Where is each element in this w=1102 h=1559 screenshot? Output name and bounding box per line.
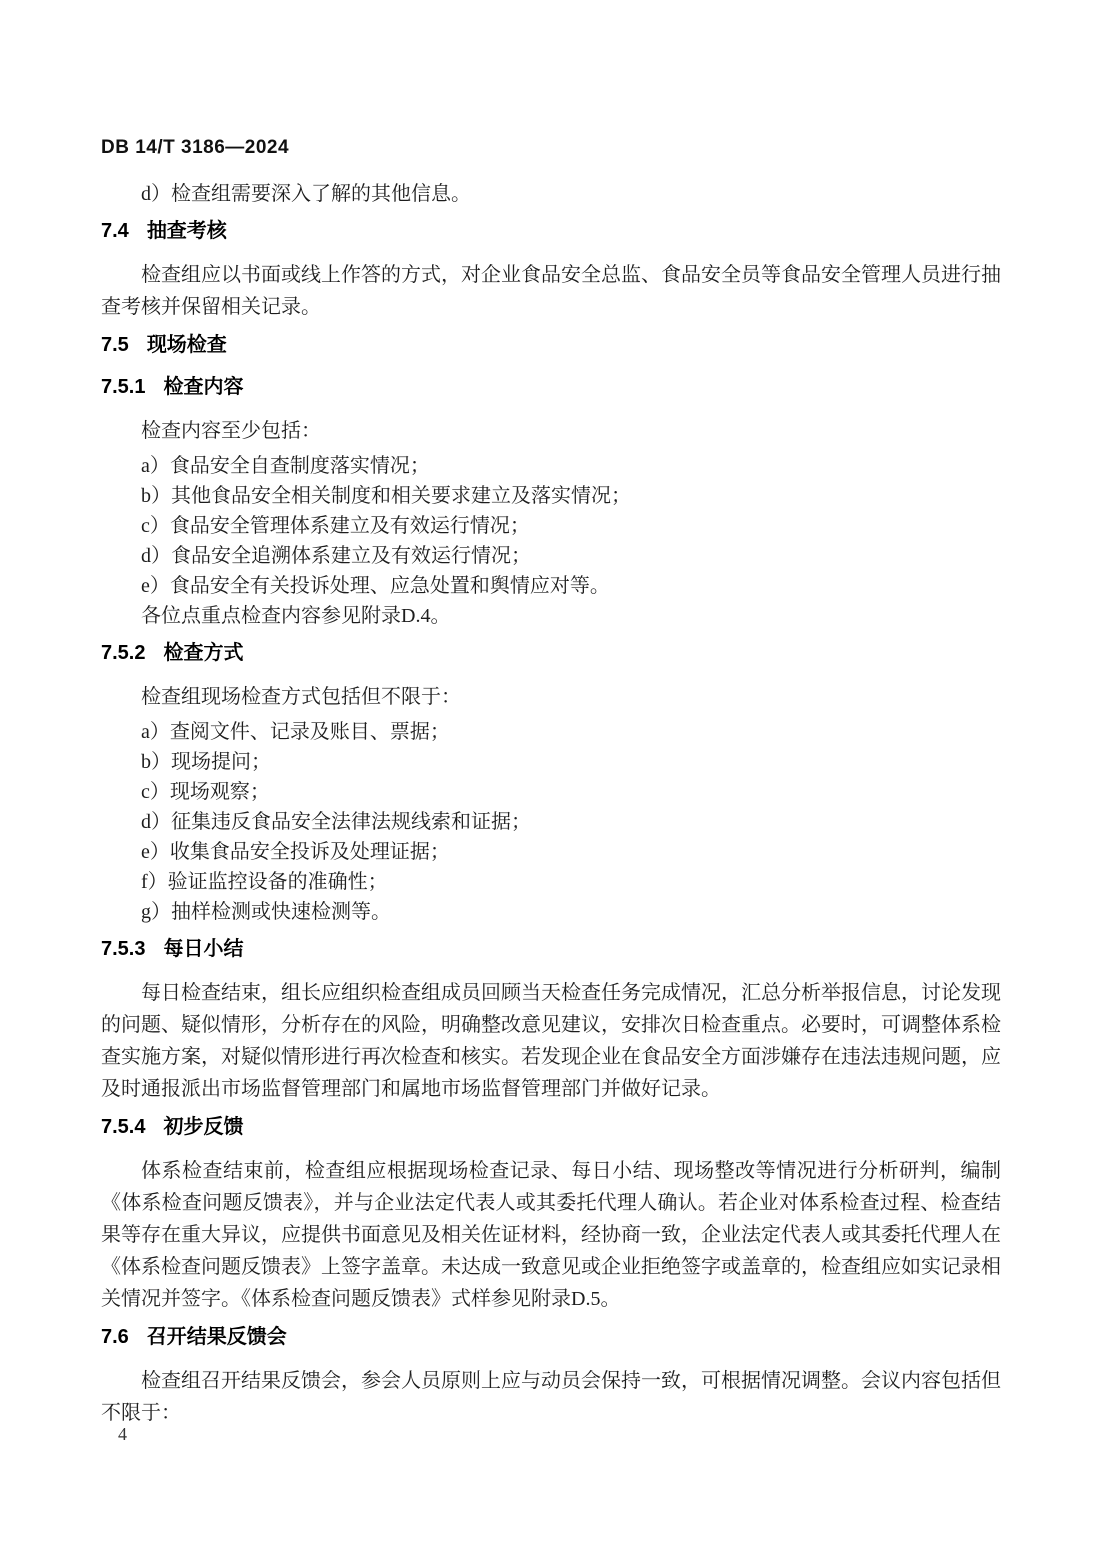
- check-method-list: [101, 717, 1001, 927]
- section-heading-7-5-2: [101, 639, 1001, 667]
- section-number: 7.4: [101, 220, 129, 242]
- section-number: 7.5: [101, 334, 129, 356]
- list-item: a）食品安全自查制度落实情况；: [141, 455, 430, 477]
- section-number: 7.5.1: [101, 376, 146, 398]
- body-paragraph: 检查组召开结果反馈会，参会人员原则上应与动员会保持一致，可根据情况调整。会议内容包括但不限于：: [101, 1370, 1001, 1424]
- section-heading-7-5-1: [101, 373, 1001, 401]
- list-item: d）食品安全追溯体系建立及有效运行情况；: [141, 545, 531, 567]
- list-item: b）其他食品安全相关制度和相关要求建立及落实情况；: [141, 485, 631, 507]
- section-number: 7.5.3: [101, 938, 146, 960]
- section-heading-7-4: [101, 217, 1001, 245]
- list-item: e）收集食品安全投诉及处理证据；: [141, 841, 450, 863]
- running-header: DB 14/T 3186—2024: [101, 137, 290, 158]
- list-item: b）现场提问；: [141, 751, 271, 773]
- body-paragraph: 每日检查结束，组长应组织检查组成员回顾当天检查任务完成情况，汇总分析举报信息，讨论发现的问题、疑似情形，分析存在的风险，明确整改意见建议，安排次日检查重点。必要时，可调整体系检查实施方案，对疑似情形进行再次检查和核实。若发现企业在食品安全方面涉嫌存在违法违规问题，应及时通报派出市场监督管理部门和属地市场监督管理部门并做好记录。: [101, 982, 1001, 1100]
- section-number: 7.6: [101, 1326, 129, 1348]
- check-content-list: [101, 451, 1001, 631]
- section-title: 检查方式: [163, 642, 244, 664]
- section-title: 抽查考核: [146, 220, 227, 242]
- body-paragraph: 检查组应以书面或线上作答的方式，对企业食品安全总监、食品安全员等食品安全管理人员进行抽查考核并保留相关记录。: [101, 264, 1001, 318]
- section-heading-7-6: [101, 1323, 1001, 1351]
- list-item-d-carryover: d）检查组需要深入了解的其他信息。: [141, 183, 471, 205]
- list-intro: 检查内容至少包括：: [141, 420, 321, 442]
- section-title: 检查内容: [163, 376, 244, 398]
- list-item: a）查阅文件、记录及账目、票据；: [141, 721, 450, 743]
- list-note: 各位点重点检查内容参见附录D.4。: [141, 605, 451, 627]
- page-number: 4: [118, 1424, 127, 1444]
- section-number: 7.5.4: [101, 1116, 146, 1138]
- list-intro: 检查组现场检查方式包括但不限于：: [141, 686, 461, 708]
- list-item: d）征集违反食品安全法律法规线索和证据；: [141, 811, 531, 833]
- list-item: f）验证监控设备的准确性；: [141, 871, 388, 893]
- body-paragraph: 体系检查结束前，检查组应根据现场检查记录、每日小结、现场整改等情况进行分析研判，编制《体系检查问题反馈表》，并与企业法定代表人或其委托代理人确认。若企业对体系检查过程、检查结果等存在重大异议，应提供书面意见及相关佐证材料，经协商一致，企业法定代表人或其委托代理人在《体系检查问题反馈表》上签字盖章。未达成一致意见或企业拒绝签字或盖章的，检查组应如实记录相关情况并签字。《体系检查问题反馈表》式样参见附录D.5。: [101, 1160, 1001, 1310]
- list-item: c）现场观察；: [141, 781, 270, 803]
- page-content: [101, 137, 1001, 1433]
- section-title: 每日小结: [163, 938, 244, 960]
- section-title: 现场检查: [146, 334, 227, 356]
- list-item: c）食品安全管理体系建立及有效运行情况；: [141, 515, 530, 537]
- section-number: 7.5.2: [101, 642, 146, 664]
- section-heading-7-5-4: [101, 1113, 1001, 1141]
- section-title: 初步反馈: [163, 1116, 244, 1138]
- section-title: 召开结果反馈会: [146, 1326, 287, 1348]
- section-heading-7-5: [101, 331, 1001, 359]
- list-item: g）抽样检测或快速检测等。: [141, 901, 391, 923]
- section-heading-7-5-3: [101, 935, 1001, 963]
- list-item: e）食品安全有关投诉处理、应急处置和舆情应对等。: [141, 575, 610, 597]
